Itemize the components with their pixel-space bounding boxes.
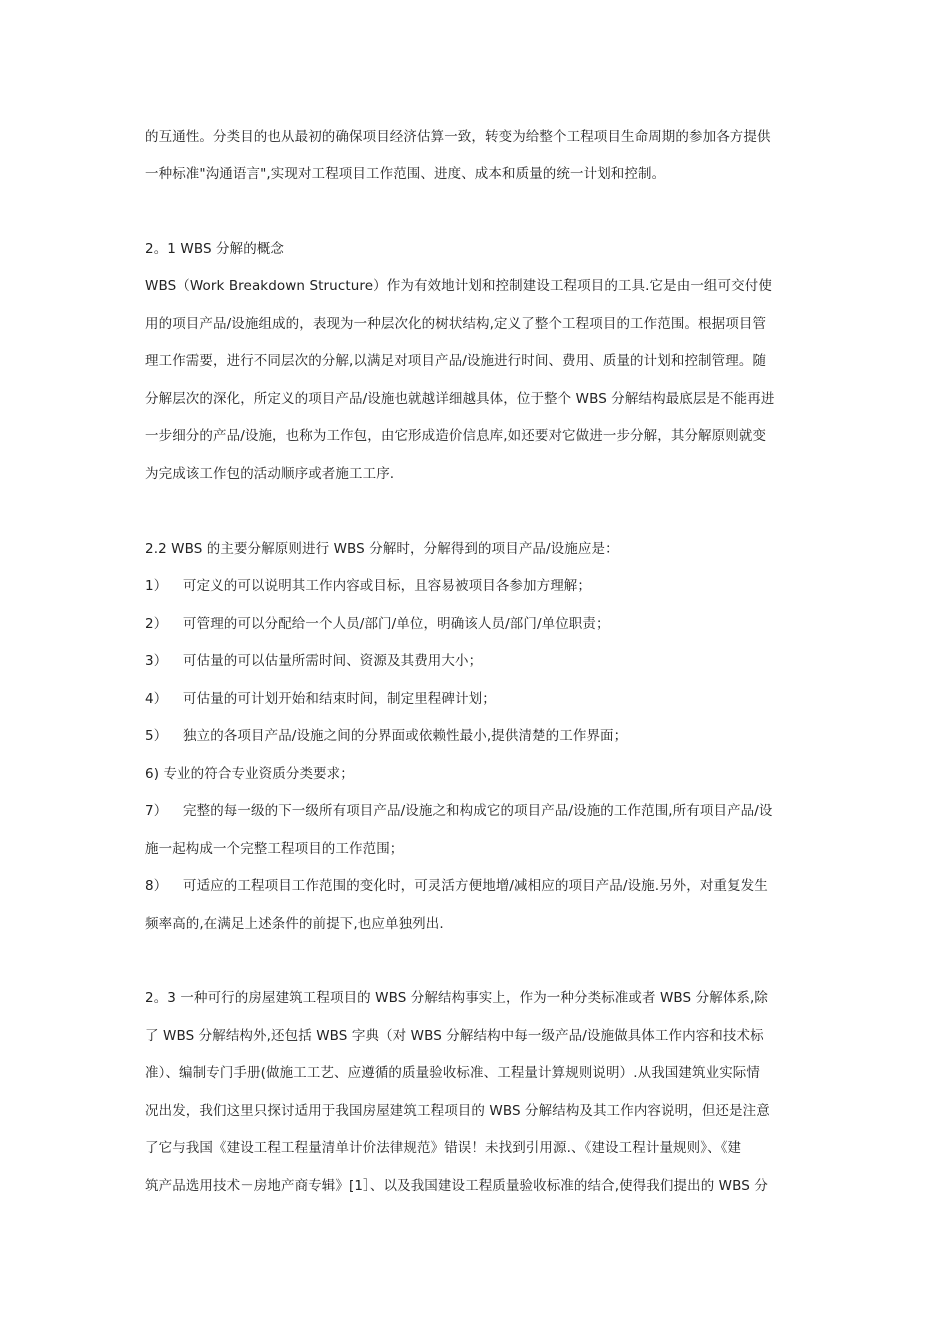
list-item-number: 8）	[145, 878, 168, 894]
list-item	[145, 576, 825, 596]
list-item-number: 5）	[145, 728, 168, 744]
s23-line-1: 2。3 一种可行的房屋建筑工程项目的 WBS 分解结构事实上，作为一种分类标准或者 WBS 分解体系,除	[145, 990, 769, 1006]
section-2-1-heading: 2。1 WBS 分解的概念	[145, 241, 285, 257]
list-item-number: 1）	[145, 578, 168, 594]
list-item-number: 7）	[145, 803, 168, 819]
intro-line-2: 一种标准"沟通语言",实现对工程项目工作范围、进度、成本和质量的统一计划和控制。	[145, 166, 666, 182]
s21-line-6: 为完成该工作包的活动顺序或者施工工序.	[145, 466, 395, 482]
list-item-text: 独立的各项目产品/设施之间的分界面或依赖性最小,提供清楚的工作界面；	[183, 728, 628, 744]
list-item-text: 完整的每一级的下一级所有项目产品/设施之和构成它的项目产品/设施的工作范围,所有项目产品/设	[183, 803, 773, 819]
list-item-text: 可估量的可计划开始和结束时间，制定里程碑计划；	[183, 691, 496, 707]
list-item-number: 3）	[145, 653, 168, 669]
list-item	[145, 726, 825, 746]
s21-line-3: 理工作需要，进行不同层次的分解,以满足对项目产品/设施进行时间、费用、质量的计划和控制管理。随	[145, 353, 767, 369]
s23-line-2: 了 WBS 分解结构外,还包括 WBS 字典（对 WBS 分解结构中每一级产品/设施做具体工作内容和技术标	[145, 1028, 764, 1044]
list-item-continuation: 频率高的,在满足上述条件的前提下,也应单独列出.	[145, 916, 444, 932]
s21-line-5: 一步细分的产品/设施，也称为工作包，由它形成造价信息库,如还要对它做进一步分解，其分解原则就变	[145, 428, 767, 444]
list-item-continuation: 施一起构成一个完整工程项目的工作范围；	[145, 841, 404, 857]
list-item	[145, 614, 825, 634]
s23-line-3: 准）、编制专门手册(做施工工艺、应遵循的质量验收标准、工程量计算规则说明）.从我国建筑业实际情	[145, 1065, 761, 1081]
list-item	[145, 689, 825, 709]
s23-line-4: 况出发，我们这里只探讨适用于我国房屋建筑工程项目的 WBS 分解结构及其工作内容说明，但还是注意	[145, 1103, 770, 1119]
list-item-text: 可管理的可以分配给一个人员/部门/单位，明确该人员/部门/单位职责；	[183, 616, 610, 632]
s21-line-1: WBS（Work Breakdown Structure）作为有效地计划和控制建设工程项目的工具.它是由一组可交付使	[145, 278, 772, 294]
list-item-text: 可估量的可以估量所需时间、资源及其费用大小；	[183, 653, 483, 669]
s23-line-5: 了它与我国《建设工程工程量清单计价法律规范》错误！未找到引用源.、《建设工程计量规则》、《建	[145, 1140, 742, 1156]
list-item	[145, 876, 825, 896]
list-item	[145, 651, 825, 671]
list-item-text: 可适应的工程项目工作范围的变化时，可灵活方便地增/减相应的项目产品/设施.另外，对重复发生	[183, 878, 768, 894]
list-item-text: 可定义的可以说明其工作内容或目标，且容易被项目各参加方理解；	[183, 578, 591, 594]
s21-line-2: 用的项目产品/设施组成的，表现为一种层次化的树状结构,定义了整个工程项目的工作范围。根据项目管	[145, 316, 767, 332]
section-2-2-heading: 2.2 WBS 的主要分解原则进行 WBS 分解时，分解得到的项目产品/设施应是：	[145, 541, 619, 557]
list-item	[145, 801, 825, 821]
list-item-number: 2）	[145, 616, 168, 632]
list-item: 6) 专业的符合专业资质分类要求；	[145, 766, 354, 782]
intro-line-1: 的互通性。分类目的也从最初的确保项目经济估算一致，转变为给整个工程项目生命周期的参加各方提供	[145, 129, 771, 145]
list-item-number: 4）	[145, 691, 168, 707]
s21-line-4: 分解层次的深化，所定义的项目产品/设施也就越详细越具体，位于整个 WBS 分解结构最底层是不能再进	[145, 391, 775, 407]
s23-line-6: 筑产品选用技术－房地产商专辑》[1］、以及我国建设工程质量验收标准的结合,使得我们提出的 WBS 分	[145, 1178, 768, 1194]
